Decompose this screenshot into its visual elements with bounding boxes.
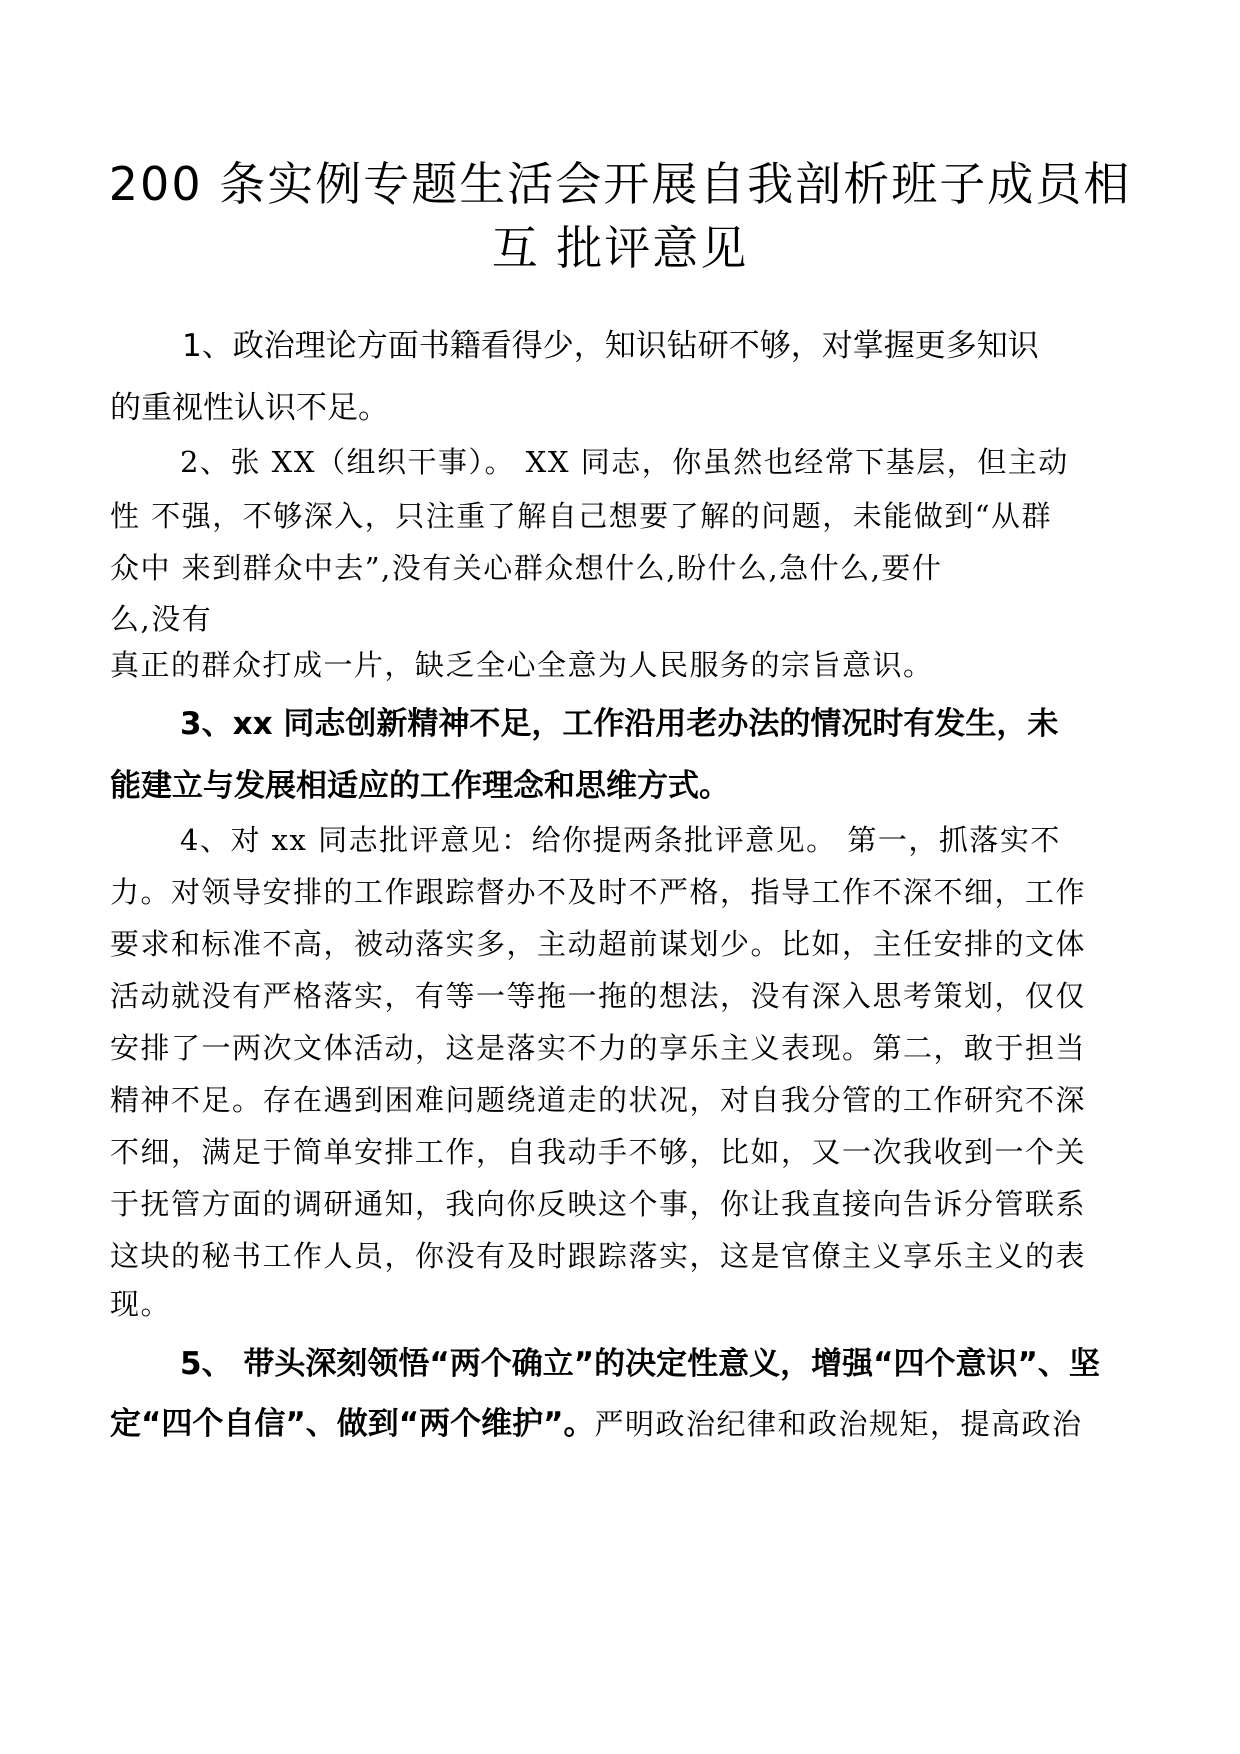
title-line-2: 互 批评意见: [491, 221, 749, 275]
paragraph-4-line-10: 现。: [110, 1287, 172, 1321]
paragraph-2-line-5: 真正的群众打成一片，缺乏全心全意为人民服务的宗旨意识。: [110, 648, 934, 682]
document-title: [100, 152, 1140, 280]
paragraph-3-line-2: 能建立与发展相适应的工作理念和思维方式。: [110, 768, 730, 804]
paragraph-3-line-1: 3、xx 同志创新精神不足，工作沿用老办法的情况时有发生，未: [180, 706, 1059, 742]
paragraph-4-line-9: 这块的秘书工作人员，你没有及时跟踪落实，这是官僚主义享乐主义的表: [110, 1239, 1087, 1273]
paragraph-1-line-1: 1、政治理论方面书籍看得少，知识钻研不够，对掌握更多知识: [182, 328, 1039, 364]
paragraph-4-line-7: 不细，满足于简单安排工作，自我动手不够，比如，又一次我收到一个关: [110, 1135, 1087, 1169]
paragraph-1-line-2: 的重视性认识不足。: [110, 390, 389, 426]
paragraph-4-line-2: 力。对领导安排的工作跟踪督办不及时不严格，指导工作不深不细，工作: [110, 875, 1087, 909]
paragraph-5-line-1: 5、 带头深刻领悟“两个确立”的决定性意义，增强“四个意识”、坚: [180, 1346, 1100, 1382]
paragraph-5-line-2-bold: 定“四个自信”、做到“两个维护”。: [110, 1406, 595, 1442]
paragraph-2-line-4: 么,没有: [110, 602, 213, 636]
paragraph-4-line-1: 4、对 xx 同志批评意见：给你提两条批评意见。 第一，抓落实不: [180, 823, 1061, 857]
paragraph-4-line-3: 要求和标准不高，被动落实多，主动超前谋划少。比如，主任安排的文体: [110, 927, 1087, 961]
paragraph-5-line-2-rest: 严明政治纪律和政治规矩，提高政治: [594, 1407, 1083, 1441]
paragraph-2-line-3: 众中 来到群众中去”,没有关心群众想什么,盼什么,急什么,要什: [110, 551, 943, 585]
paragraph-4-line-8: 于抚管方面的调研通知，我向你反映这个事，你让我直接向告诉分管联系: [110, 1187, 1087, 1221]
paragraph-4-line-5: 安排了一两次文体活动，这是落实不力的享乐主义表现。第二，敢于担当: [110, 1031, 1087, 1065]
paragraph-4-line-4: 活动就没有严格落实，有等一等拖一拖的想法，没有深入思考策划，仅仅: [110, 979, 1087, 1013]
paragraph-2-line-2: 性 不强，不够深入，只注重了解自己想要了解的问题，未能做到“从群: [110, 499, 1053, 533]
paragraph-2-line-1: 2、张 XX（组织干事）。 XX 同志，你虽然也经常下基层，但主动: [180, 445, 1069, 479]
paragraph-5-line-2: [110, 1398, 1083, 1443]
title-line-1: 200 条实例专题生活会开展自我剖析班子成员相: [108, 157, 1132, 211]
paragraph-4-line-6: 精神不足。存在遇到困难问题绕道走的状况，对自我分管的工作研究不深: [110, 1083, 1087, 1117]
